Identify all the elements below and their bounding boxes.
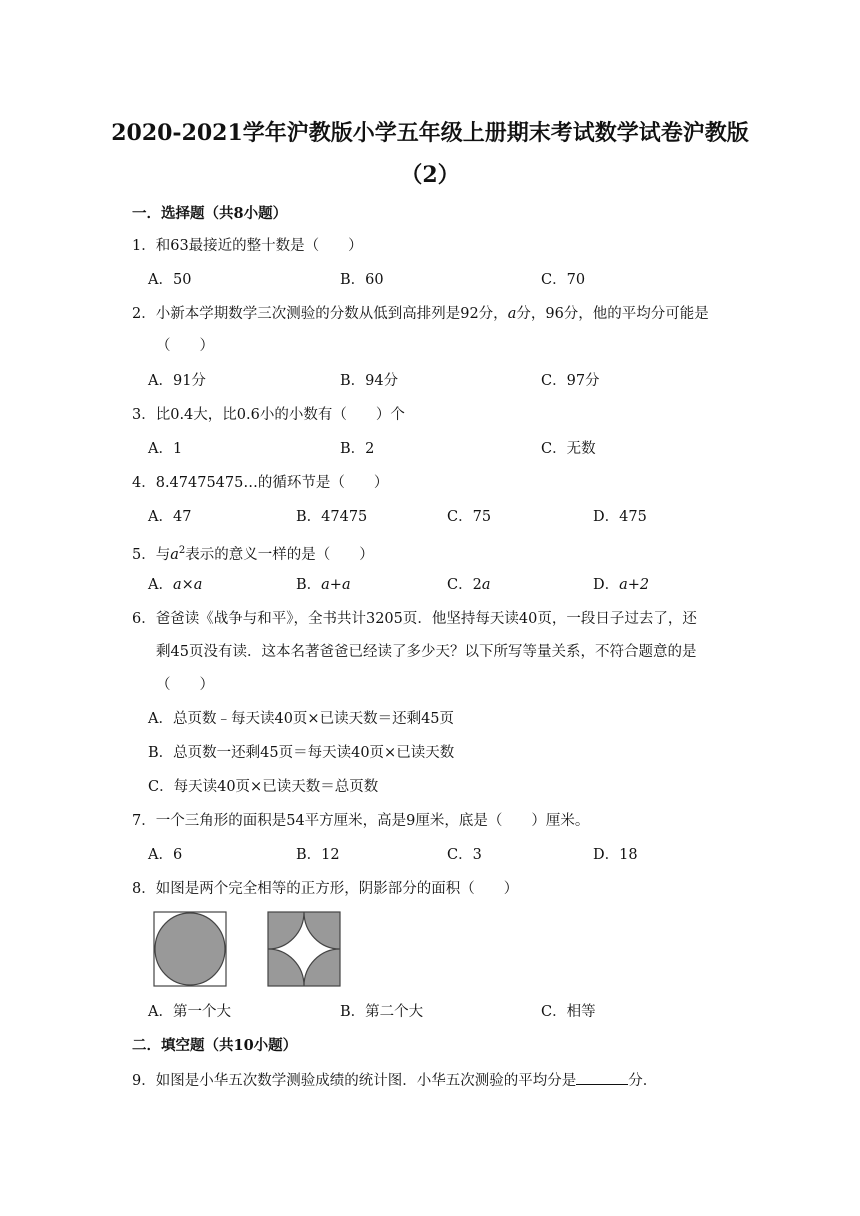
- q5-option-d-prefix: D．: [593, 577, 620, 593]
- q7-option-d: D．18: [593, 847, 638, 863]
- q5-option-a-prefix: A．: [148, 577, 173, 593]
- q5-option-b: [296, 575, 351, 595]
- q5-exponent: 2: [178, 545, 186, 556]
- figure-square-with-circle: [154, 912, 226, 986]
- question-7: 7．一个三角形的面积是54平方厘米，高是9厘米，底是（ ）厘米。: [132, 813, 590, 829]
- q1-option-a: A．50: [148, 272, 192, 288]
- q5-text-part2: 表示的意义一样的是（ ）: [185, 546, 374, 563]
- q7-option-a: A．6: [148, 847, 183, 863]
- q6-option-a: A．总页数﹣每天读40页×已读天数＝还剩45页: [148, 711, 455, 727]
- question-9: [132, 1070, 732, 1091]
- page-title-line1: 2020-2021学年沪教版小学五年级上册期末考试数学试卷沪教版: [111, 120, 749, 146]
- q5-variable: a: [170, 546, 179, 563]
- q5-option-c-prefix: C．2: [447, 577, 482, 593]
- page-title-line2: （2）: [400, 162, 460, 188]
- q5-option-c-expr: a: [481, 577, 491, 593]
- q5-option-d-expr: a+2: [619, 577, 650, 593]
- question-3: 3．比0.4大，比0.6小的小数有（ ）个: [132, 407, 405, 423]
- question-6-line3: （ ）: [156, 677, 214, 693]
- section-heading-choice: 一．选择题（共8小题）: [132, 205, 288, 222]
- q9-text-part2: 分．: [628, 1073, 658, 1089]
- q4-option-d: D．475: [593, 509, 647, 525]
- question-6-line2: 剩45页没有读．这本名著爸爸已经读了多少天？以下所写等量关系，不符合题意的是: [156, 644, 697, 660]
- question-1: 1．和63最接近的整十数是（ ）: [132, 238, 363, 254]
- q8-figures: [152, 910, 352, 992]
- q2-text-part1: 2．小新本学期数学三次测验的分数从低到高排列是92分，: [132, 306, 508, 322]
- q8-option-c: C．相等: [541, 1004, 596, 1020]
- q5-text-part1: 5．与: [132, 546, 171, 563]
- q3-option-c: C．无数: [541, 441, 596, 457]
- q5-option-c: [447, 575, 490, 595]
- q5-option-b-prefix: B．: [296, 577, 322, 593]
- q5-option-d: [593, 575, 649, 595]
- question-8: 8．如图是两个完全相等的正方形，阴影部分的面积（ ）: [132, 881, 519, 897]
- q4-option-b: B．47475: [296, 509, 368, 525]
- question-4: 4．8.47475475…的循环节是（ ）: [132, 475, 389, 491]
- q2-text-part2: 分，96分，他的平均分可能是: [516, 306, 709, 322]
- q8-option-b: B．第二个大: [340, 1004, 424, 1020]
- q9-answer-blank: [576, 1070, 628, 1085]
- question-2-line2: （ ）: [156, 338, 214, 354]
- q4-option-a: A．47: [148, 509, 192, 525]
- q2-variable: a: [507, 306, 517, 322]
- q5-option-b-expr: a+a: [321, 577, 351, 593]
- q2-option-b: B．94分: [340, 373, 399, 389]
- q7-option-b: B．12: [296, 847, 340, 863]
- q2-option-c: C．97分: [541, 373, 600, 389]
- q7-option-c: C．3: [447, 847, 482, 863]
- question-2: [132, 304, 732, 324]
- q2-option-a: A．91分: [148, 373, 206, 389]
- q9-text-part1: 9．如图是小华五次数学测验成绩的统计图．小华五次测验的平均分是: [132, 1073, 577, 1089]
- q1-option-c: C．70: [541, 272, 586, 288]
- question-6-line1: 6．爸爸读《战争与和平》，全书共计3205页．他坚持每天读40页，一段日子过去了，还: [132, 611, 697, 627]
- q6-option-c: C．每天读40页×已读天数＝总页数: [148, 779, 379, 795]
- figure-square-with-quarter-circles: [268, 912, 340, 986]
- q6-option-b: B．总页数一还剩45页＝每天读40页×已读天数: [148, 745, 455, 761]
- q1-option-b: B．60: [340, 272, 384, 288]
- q4-option-c: C．75: [447, 509, 492, 525]
- section-heading-fill: 二．填空题（共10小题）: [132, 1037, 298, 1054]
- question-5: [132, 541, 732, 565]
- q5-option-a: [148, 575, 202, 595]
- q8-option-a: A．第一个大: [148, 1004, 231, 1020]
- figure1-circle: [155, 913, 225, 985]
- q5-option-a-expr: a×a: [172, 577, 203, 593]
- q3-option-b: B．2: [340, 441, 375, 457]
- q3-option-a: A．1: [148, 441, 183, 457]
